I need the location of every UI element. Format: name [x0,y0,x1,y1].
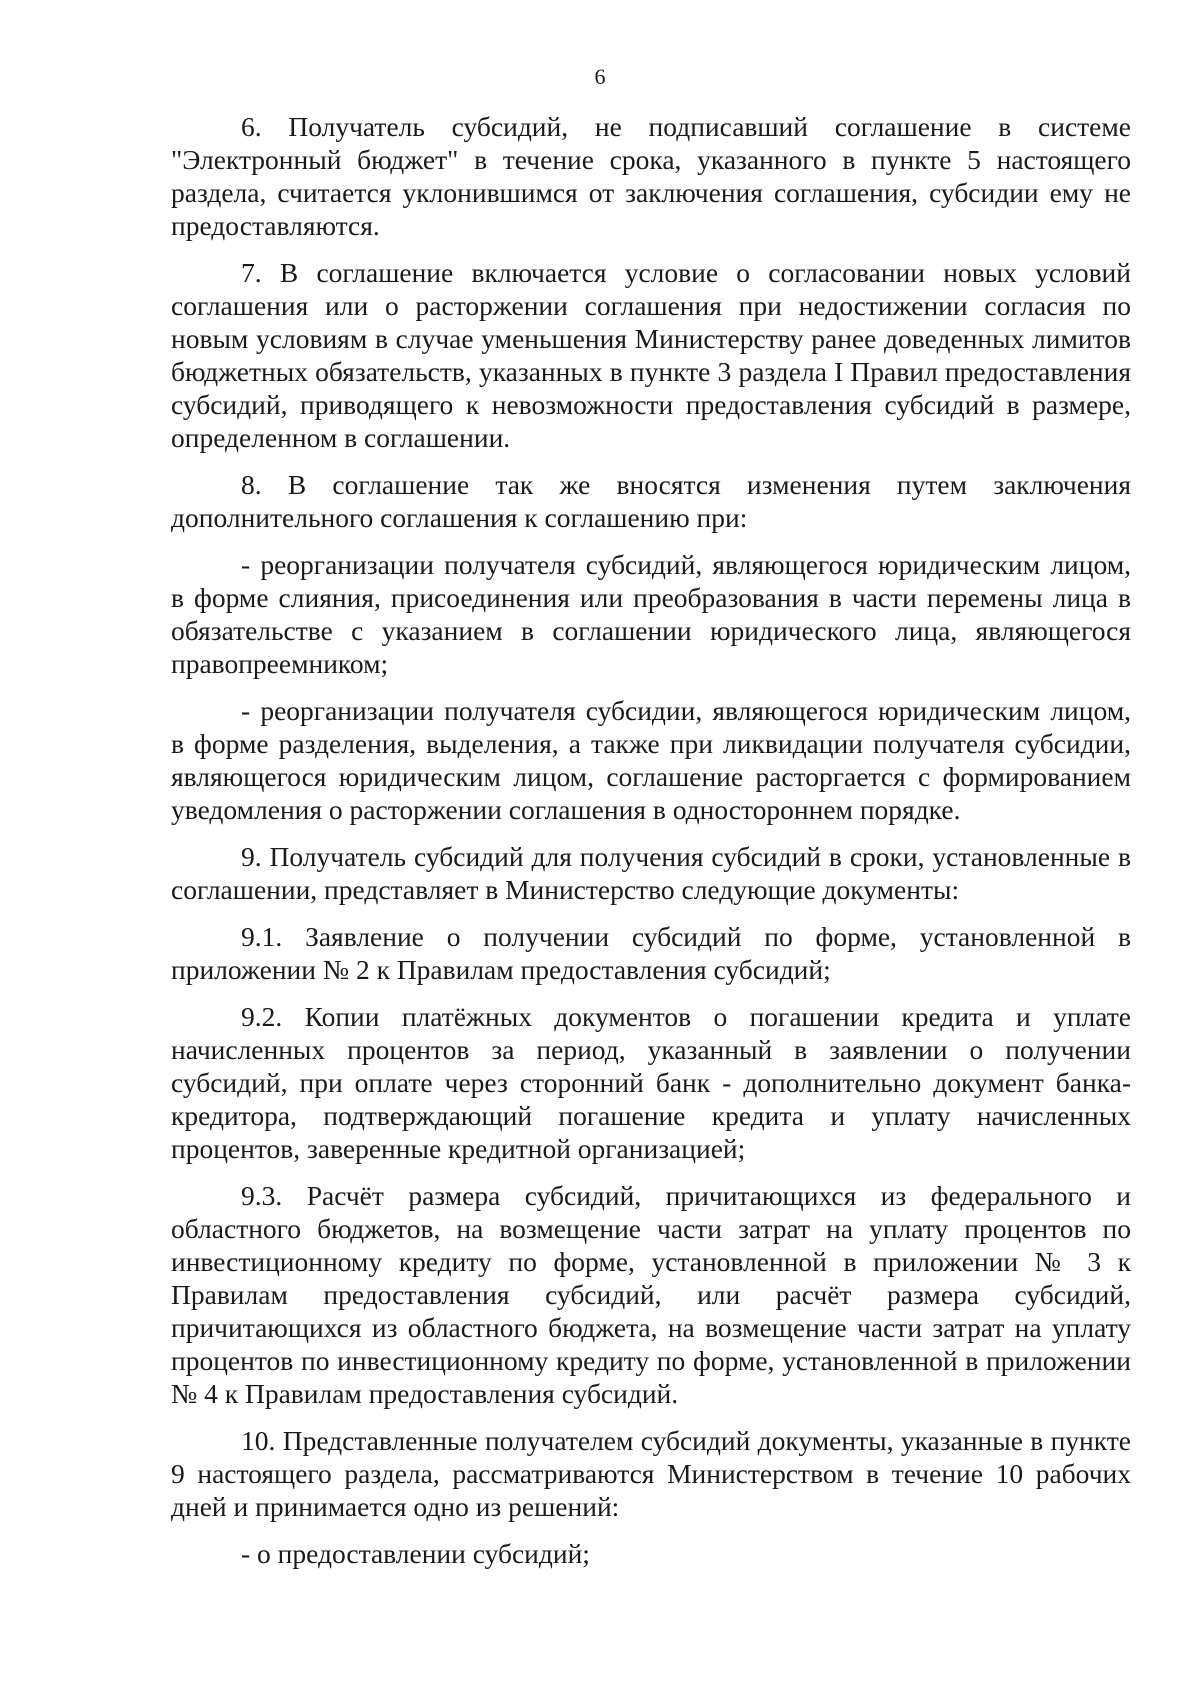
paragraph-7: 7. В соглашение включается условие о согласовании новых условий соглашения или о расторжении соглашения при недостижении согласия по новым условиям в случае уменьшения Министерству ранее доведенных лимитов бюджетных обязательств, указанных в пункте 3 раздела I Правил предоставления субсидий, приводящего к невозможности предоставления субсидий в размере, определенном в соглашении. [171,257,1131,453]
paragraph-9-2: 9.2. Копии платёжных документов о погашении кредита и уплате начисленных процентов за период, указанный в заявлении о получении субсидий, при оплате через сторонний банк - дополнительно документ банка-кредитора, подтверждающий погашение кредита и уплату начисленных процентов, заверенные кредитной организацией; [171,1001,1131,1164]
paragraph-10: 10. Представленные получателем субсидий документы, указанные в пункте 9 настоящего раздела, рассматриваются Министерством в течение 10 рабочих дней и принимается одно из решений: [171,1425,1131,1522]
paragraph-8-item-1: - реорганизации получателя субсидий, являющегося юридическим лицом, в форме слияния, присоединения или преобразования в части перемены лица в обязательстве с указанием в соглашении юридического лица, являющегося правопреемником; [171,549,1131,679]
paragraph-9-1: 9.1. Заявление о получении субсидий по форме, установленной в приложении № 2 к Правилам предоставления субсидий; [171,921,1131,985]
paragraph-8: 8. В соглашение так же вносятся изменения путем заключения дополнительного соглашения к соглашению при: [171,469,1131,533]
paragraph-9-3: 9.3. Расчёт размера субсидий, причитающихся из федерального и областного бюджетов, на возмещение части затрат на уплату процентов по инвестиционному кредиту по форме, установленной в приложении № 3 к Правилам предоставления субсидий, или расчёт размера субсидий, причитающихся из областного бюджета, на возмещение части затрат на уплату процентов по инвестиционному кредиту по форме, установленной в приложении № 4 к Правилам предоставления субсидий. [171,1180,1131,1409]
paragraph-6: 6. Получатель субсидий, не подписавший соглашение в системе "Электронный бюджет" в течение срока, указанного в пункте 5 настоящего раздела, считается уклонившимся от заключения соглашения, субсидии ему не предоставляются. [171,111,1131,241]
paragraph-10-item-1: - о предоставлении субсидий; [241,1538,590,1569]
page-number: 6 [594,64,606,89]
paragraph-9: 9. Получатель субсидий для получения субсидий в сроки, установленные в соглашении, представляет в Министерство следующие документы: [171,841,1131,905]
paragraph-8-item-2: - реорганизации получателя субсидии, являющегося юридическим лицом, в форме разделения, выделения, а также при ликвидации получателя субсидии, являющегося юридическим лицом, соглашение расторгается с формированием уведомления о расторжении соглашения в одностороннем порядке. [171,695,1131,825]
document-body [171,110,1131,1584]
